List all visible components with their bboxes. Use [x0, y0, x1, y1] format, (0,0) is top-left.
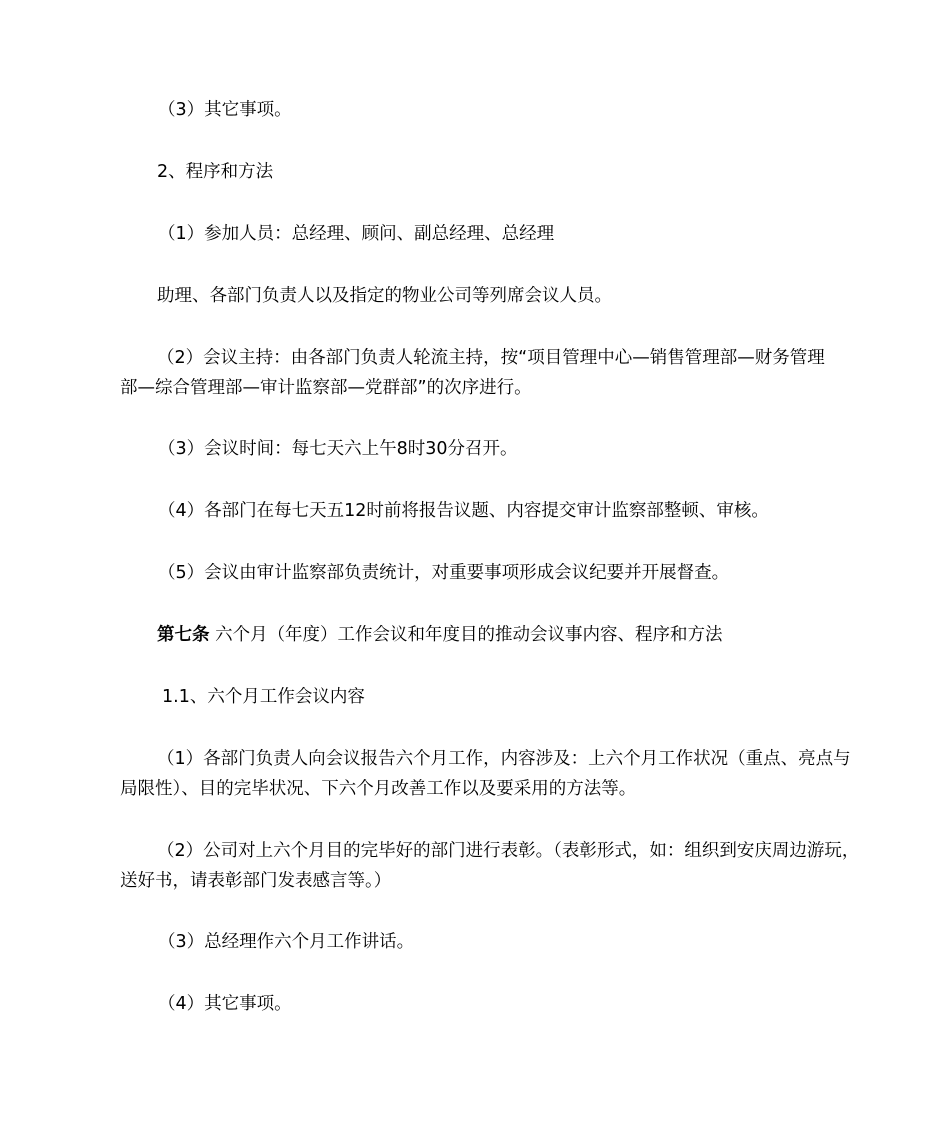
subsection-heading-halfyear: 1.1、六个月工作会议内容 — [162, 687, 365, 707]
paragraph-attendees: （1）参加人员：总经理、顾问、副总经理、总经理 — [158, 224, 555, 244]
paragraph-gm-speech: （3）总经理作六个月工作讲话。 — [158, 932, 415, 952]
paragraph-other-items-3: （3）其它事项。 — [158, 100, 292, 120]
paragraph-meeting-time: （3）会议时间：每七天六上午8时30分召开。 — [158, 439, 518, 459]
paragraph-report-submission: （4）各部门在每七天五12时前将报告议题、内容提交审计监察部整顿、审核。 — [158, 501, 769, 521]
paragraph-commendation: （2）公司对上六个月目的完毕好的部门进行表彰。（表彰形式，如：组织到安庆周边游玩， 送好书，请表彰部门发表感言等。） — [120, 841, 860, 891]
article-number: 第七条 — [157, 625, 210, 645]
paragraph-statistics: （5）会议由审计监察部负责统计，对重要事项形成会议纪要并开展督查。 — [158, 563, 730, 583]
paragraph-other-items-4: （4）其它事项。 — [158, 994, 292, 1014]
article-seven-heading — [157, 620, 877, 650]
paragraph-meeting-host: （2）会议主持：由各部门负责人轮流主持，按“项目管理中心—销售管理部—财务管理 部—综合管理部—审计监察部—党群部”的次序进行。 — [120, 348, 825, 398]
article-title: 六个月（年度）工作会议和年度目的推动会议事内容、程序和方法 — [209, 625, 723, 645]
paragraph-department-report: （1）各部门负责人向会议报告六个月工作，内容涉及：上六个月工作状况（重点、亮点与 局限性）、目的完毕状况、下六个月改善工作以及要采用的方法等。 — [120, 749, 851, 799]
section-heading-procedure: 2、程序和方法 — [157, 162, 274, 182]
paragraph-attendees-continued: 助理、各部门负责人以及指定的物业公司等列席会议人员。 — [157, 286, 612, 306]
